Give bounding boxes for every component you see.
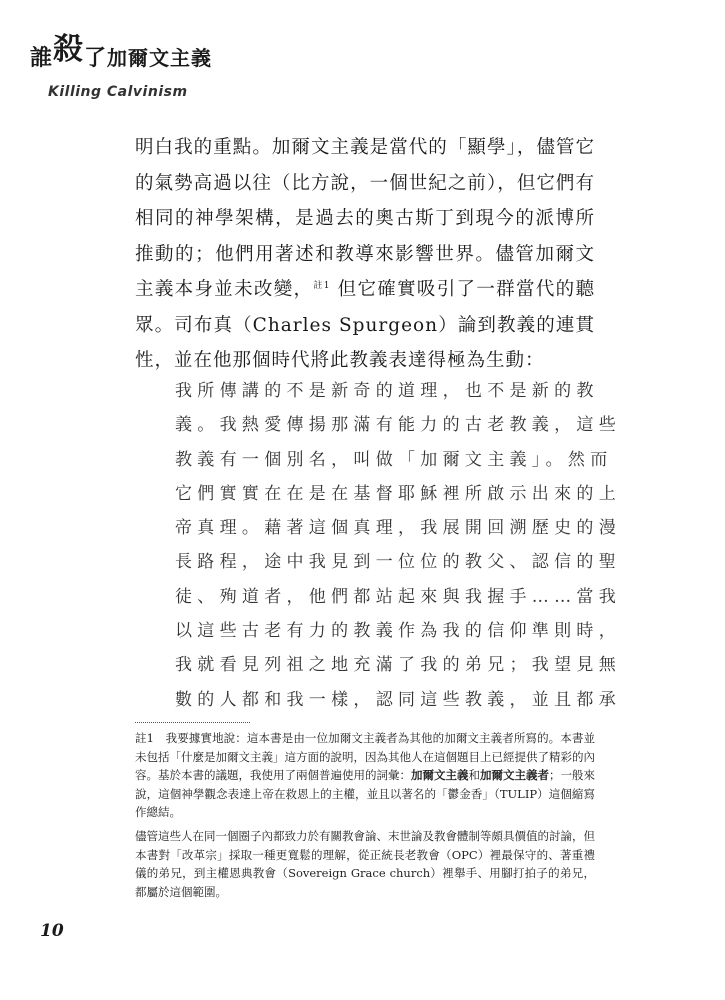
footnote-1-and: 和 <box>468 768 480 783</box>
quote-line: 我所傳講的不是新奇的道理，也不是新的教 <box>175 381 599 401</box>
title-char-3: 了 <box>84 45 108 71</box>
book-header <box>30 30 280 110</box>
quote-line: 數的人都和我一樣，認同這些教義，並且都承 <box>175 689 621 710</box>
page-number: 10 <box>40 921 64 941</box>
footnote-divider <box>135 722 250 723</box>
footnote-1-text-b: ；一般來說，這個神學觀念表達上帝在救恩上的主權，並且以著名的「鬱金香」（TULIP）這個縮寫作總結。 <box>135 768 595 820</box>
footnote-1-text-a: 註1 我要據實地說：這本書是由一位加爾文主義者為其他的加爾文主義者所寫的。本書並未包括「什麼是加爾文主義」這方面的說明，因為其他人在這個題目上已經提供了精彩的內容。基於本書的議題，我使用了兩個普遍使用的詞彙： <box>135 731 595 783</box>
footnote-1-continued: 儘管這些人在同一個圈子內都致力於有關教會論、末世論及教會體制等頗具價值的討論，但本書對「改革宗」採取一種更寬鬆的理解，從正統長老教會（OPC）裡最保守的、著重禮儀的弟兄，到主權恩典教會（Sovereign Grace church）裡舉手、用腳打拍子的弟兄，都屬於這個範圍。 <box>135 828 595 899</box>
body-paragraph <box>135 130 595 379</box>
title-char-2: 殺 <box>53 32 85 67</box>
para-text-after-note: 但它確實吸引了一群當代的聽眾。司布真（Charles Spurgeon）論到教義的連貫性，並在他那個時代將此教義表達得極為生動： <box>135 279 595 371</box>
title-char-1: 誰 <box>30 45 54 71</box>
quote-line: 教義有一個別名，叫做「加爾文主義」。然而 <box>175 449 613 470</box>
footnote-1-term-2: 加爾文主義者 <box>480 768 549 783</box>
quote-line: 它們實實在在是在基督耶穌裡所啟示出來的上 <box>175 483 621 504</box>
quote-line: 長路程，途中我見到一位位的教父、認信的聖 <box>175 552 621 573</box>
footnote-1-term-1: 加爾文主義 <box>411 768 469 783</box>
quote-line: 我就看見列祖之地充滿了我的弟兄；我望見無 <box>175 655 621 676</box>
quote-line: 徒、殉道者，他們都站起來與我握手……當我 <box>175 586 621 607</box>
main-text <box>135 130 595 379</box>
footnote-reference: 註1 <box>313 280 331 291</box>
title-main: 加爾文主義 <box>107 46 213 70</box>
footnotes <box>135 729 595 906</box>
para-text-before-note: 明白我的重點。加爾文主義是當代的「顯學」，儘管它的氣勢高過以往（比方說，一個世紀之前），但它們有相同的神學架構，是過去的奧古斯丁到現今的派博所推動的；他們用著述和教導來影響世界。儘管加爾文主義本身並未改變， <box>135 137 595 300</box>
book-title-logo <box>30 30 212 74</box>
block-quote <box>175 374 621 717</box>
footnote-1 <box>135 729 595 822</box>
quote-line: 以這些古老有力的教義作為我的信仰準則時， <box>175 621 621 642</box>
quote-line: 帝真理。藉著這個真理，我展開回溯歷史的漫 <box>175 518 621 539</box>
book-subtitle: Killing Calvinism <box>48 84 188 100</box>
quote-line: 義。我熱愛傳揚那滿有能力的古老教義，這些 <box>175 415 621 436</box>
